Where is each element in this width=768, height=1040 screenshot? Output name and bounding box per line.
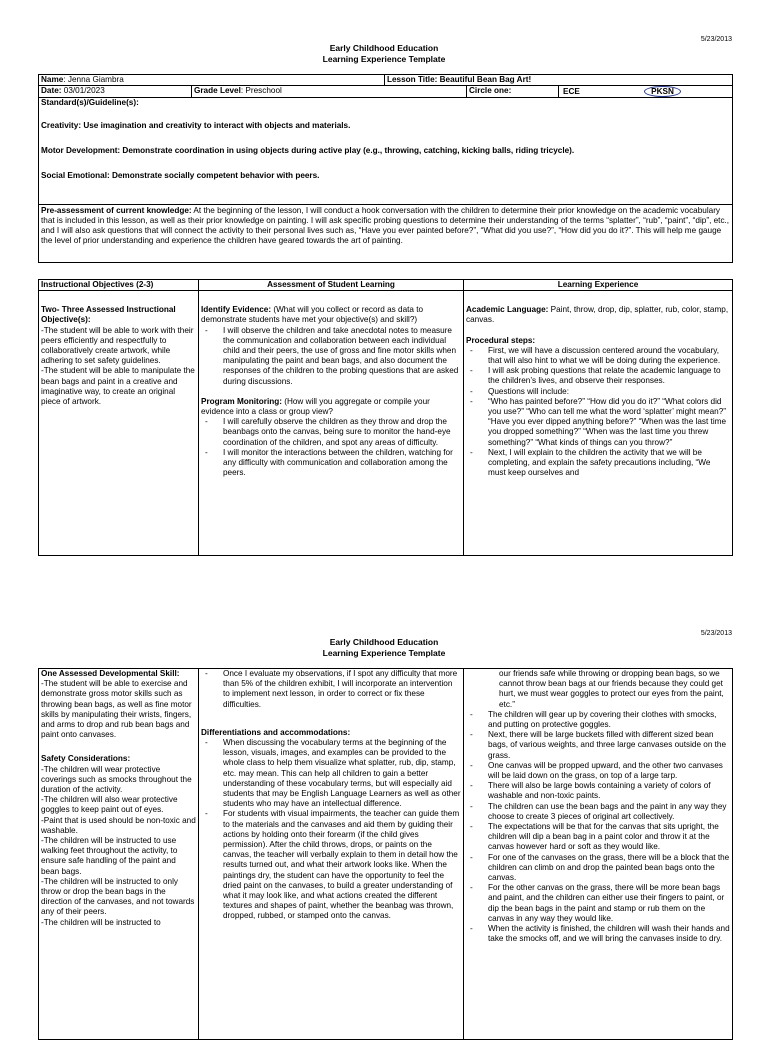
circle-options: ECE PKSN: [559, 86, 733, 98]
circled-pksn: PKSN: [644, 86, 681, 97]
page-2: [0, 620, 768, 1024]
list-item: - For students with visual impairments, the teacher can guide them to the materials and the canvases and aid them by guiding their actions by holding onto their forearm (if the child gives permission). After the child throws, drops, or paints on the canvas, the teacher will verbally explain to them in detail how the results turned out, and what their artwork looks like. When the paintings dry, the student can have the opportunity to feel the dried paint on the canvases, to build a greater understanding of what it may look like, and what actions created the different textures and shapes of paint, whether the beanbag was thrown, dropped, rubbed, or stamped onto the canvas.: [201, 809, 461, 921]
list-item: - I will carefully observe the children as they throw and drop the beanbags onto the canvas, being sure to monitor the hand-eye coordination of the children, and spot any areas of difficulty.: [201, 417, 461, 448]
list-item: - “Who has painted before?” “How did you do it?” “What colors did you use?” “Who can tell me what the word ‘splatter’ might mean?” “Have you ever dipped anything before?” “When was the last time you dropped something?” “When was the last time you threw something?” “What kinds of things can you throw?”: [466, 397, 730, 448]
list-item: - When discussing the vocabulary terms at the beginning of the lesson, visuals, images, and examples can be provided to the whole class to help them visualize what splatter, rub, dip, stamp, etc. may mean. This can help all children to gain a better understanding of these vocabulary terms, but will especially aid students that may be English Language Learners as well as other students who may have an intellectual difference.: [201, 738, 461, 809]
list-item: - The expectations will be that for the canvas that sits upright, the children will dip a bean bag in a paint color and throw it at the canvas however hard or soft as they would like.: [466, 822, 730, 853]
date-cell: Date: 03/01/2023: [39, 86, 192, 98]
list-item: - Next, there will be large buckets filled with different sized bean bags, of various weights, and three large canvases outside on the grass.: [466, 730, 730, 761]
developmental-cell: One Assessed Developmental Skill: -The student will be able to exercise and demonstrate gross motor skills such as throwing bean bags, as well as fine motor skills by manipulating their wrists, fingers, and arms to drop and rub bean bags and paint onto canvases. Safety Considerations: -The children will wear protective coverings such as smocks throughout the duration of the activity. -The children will also wear protective goggles to keep paint out of eyes. -Paint that is used should be non-toxic and washable. -The children will be instructed to use walking feet throughout the activity, to ensure safe handling of the paint and bean bags. -The children will be instructed to only throw or drop the bean bags in the direction of the canvases, and not towards any of their peers. -The children will be instructed to: [39, 669, 199, 1040]
col-experience-header: Learning Experience: [464, 280, 733, 291]
col-objectives-header: Instructional Objectives (2-3): [39, 280, 199, 291]
list-item: - One canvas will be propped upward, and the other two canvases will be laid down on the grass, on top of a large tarp.: [466, 761, 730, 781]
list-item: - I will observe the children and take anecdotal notes to measure the communication and collaboration between each individual child and their peers, the use of gross and fine motor skills when manipulating the paint and bean bags, and also document the responses of the children to the probing questions that are asked during discussions.: [201, 326, 461, 387]
list-item: - Questions will include:: [466, 387, 730, 397]
page-date: 5/23/2013: [700, 630, 732, 637]
list-item: - I will monitor the interactions between the children, watching for any difficulty with communication and collaboration among the peers.: [201, 448, 461, 479]
list-item: - First, we will have a discussion centered around the vocabulary, that will also hint to what we will be doing during the experience.: [466, 346, 730, 366]
list-item: - Next, I will explain to the children the activity that we will be completing, and explain the safety precautions including, “We must keep ourselves and: [466, 448, 730, 479]
lesson-title-cell: Lesson Title: Beautiful Bean Bag Art!: [385, 75, 733, 86]
standard-motor: Motor Development: Demonstrate coordination in using objects during active play (e.g., throwing, catching, kicking balls, riding tricycle).: [41, 146, 575, 155]
standard-social: Social Emotional: Demonstrate socially competent behavior with peers.: [41, 171, 320, 180]
experience-continued-cell: our friends safe while throwing or dropping bean bags, so we cannot throw bean bags at our friends because they could get hurt, we must wear goggles to protect our eyes from the paint, etc.” - The children will gear up by covering their clothes with smocks, and putting on protective goggles. - Next, there will be large buckets filled with different sized bean bags, of various weights, and three large canvases outside on the grass. - One canvas will be propped upward, and the other two canvases will be laid down on the grass, on top of a large tarp. - There will also be large bowls containing a variety of colors of washable and non-toxic paints. - The children can use the bean bags and the paint in any way they choose to create 3 pieces of original art collectively. - The expectations will be that for the canvas that sits upright, the children will dip a bean bag in a paint color and throw it at the canvas however hard or soft as they would like. - For one of the canvases on the grass, there will be a block that the children can climb on and drop the painted bean bags onto the canvas. - For the other canvas on the grass, there will be more bean bags and paint, and the children can either use their fingers to paint, or dip the bean bags in the paint and stamp or rub them on the canvas in any way they would like. - When the activity is finished, the children will wash their hands and take the smocks off, and we will bring the canvases inside to dry.: [464, 669, 733, 1040]
preassessment-cell: Pre-assessment of current knowledge: At the beginning of the lesson, I will conduct a hook conversation with the children to determine their prior knowledge on the academic vocabulary that is included in this lesson, as well as their prior knowledge on painting. I will ask specific probing questions to determine their understanding of the terms “splatter”, “rub”, “paint”, “dip”, etc., and I will also ask questions that will connect the activity to their personal lives such as, “Have you ever painted before?”, “What did you use?”, “How did you do it?”. This will help me gauge the level of prior understanding and experience the children have geared towards the art of painting.: [39, 205, 733, 263]
standard-creativity: Creativity: Use imagination and creativity to interact with objects and materials.: [41, 121, 351, 130]
doc-subtitle: Learning Experience Template: [322, 648, 446, 658]
assessment-continued-cell: - Once I evaluate my observations, if I spot any difficulty that more than 5% of the children exhibit, I will incorporate an intervention to implement next lesson, in order to correct or fix these difficulties. Differentiations and accommodations: - When discussing the vocabulary terms at the beginning of the lesson, visuals, images, and examples can be provided to the whole class to help them visualize what splatter, rub, dip, stamp, etc. may mean. This can help all children to gain a better understanding of these vocabulary terms, but will especially aid students that may be English Language Learners as well as other students who may have an intellectual difference. - For students with visual impairments, the teacher can guide them to the materials and the canvases and aid them by guiding their actions by holding onto their forearm (if the child gives permission). After the child throws, drops, or paints on the canvas, the teacher will verbally explain to them in detail how the results turned out, and what their artwork looks like. When the paintings dry, the student can have the opportunity to feel the dried paint on the canvases, to build a greater understanding of what it may look like, and what actions created the different textures and shapes of paint, whether the beanbag was thrown, dropped, rubbed, or stamped onto the canvas.: [199, 669, 464, 1040]
list-item: - For one of the canvases on the grass, there will be a block that the children can climb on and drop the painted bean bags onto the canvas.: [466, 853, 730, 884]
doc-subtitle: Learning Experience Template: [322, 54, 446, 64]
list-item: - I will ask probing questions that relate the academic language to the children’s lives, and observe their responses.: [466, 366, 730, 386]
page-date: 5/23/2013: [700, 36, 732, 43]
list-item: - For the other canvas on the grass, there will be more bean bags and paint, and the children can either use their fingers to paint, or dip the bean bags in the paint and stamp or rub them on the canvas in any way they would like.: [466, 883, 730, 924]
list-item: - When the activity is finished, the children will wash their hands and take the smocks off, and we will bring the canvases inside to dry.: [466, 924, 730, 944]
objectives-table: [38, 279, 733, 556]
doc-title: Early Childhood Education: [329, 637, 439, 647]
list-item: - The children can use the bean bags and the paint in any way they choose to create 3 pieces of original art collectively.: [466, 802, 730, 822]
assessment-cell: Identify Evidence: (What will you collect or record as data to demonstrate students have met your objective(s) and skill?) - I will observe the children and take anecdotal notes to measure the communication and collaboration between each individual child and their peers, the use of gross and fine motor skills when manipulating the paint and bean bags, and also document the responses of the children to the probing questions that are asked during discussions. Program Monitoring: (How will you aggregate or compile your evidence into a class or group view? - I will carefully observe the children as they throw and drop the beanbags onto the canvas, being sure to monitor the hand-eye coordination of the children, and spot any areas of difficulty. - I will monitor the interactions between the children, watching for any difficulty with communication and collaboration among the peers.: [199, 291, 464, 556]
list-item: - Once I evaluate my observations, if I spot any difficulty that more than 5% of the children exhibit, I will incorporate an intervention to implement next lesson, in order to correct or fix these difficulties.: [201, 669, 461, 710]
list-item: - There will also be large bowls containing a variety of colors of washable and non-toxic paints.: [466, 781, 730, 801]
continuation-table: [38, 668, 733, 1040]
list-item: - The children will gear up by covering their clothes with smocks, and putting on protective goggles.: [466, 710, 730, 730]
name-cell: Name: Jenna Giambra: [39, 75, 385, 86]
experience-cell: Academic Language: Paint, throw, drop, dip, splatter, rub, color, stamp, canvas. Procedural steps: - First, we will have a discussion centered around the vocabulary, that will also hint to what we will be doing during the experience. - I will ask probing questions that relate the academic language to the children’s lives, and observe their responses. - Questions will include: - “Who has painted before?” “How did you do it?” “What colors did you use?” “Who can tell me what the word ‘splatter’ might mean?” “Have you ever dipped anything before?” “When was the last time you dropped something?” “When was the last time you threw something?” “What kinds of things can you throw?” - Next, I will explain to the children the activity that we will be completing, and explain the safety precautions including, “We must keep ourselves and: [464, 291, 733, 556]
standards-cell: Standard(s)/Guideline(s): Creativity: Use imagination and creativity to interact with objects and materials. Motor Development: Demonstrate coordination in using objects during active play (e.g., throwing, catching, kicking balls, riding tricycle). Social Emotional: Demonstrate socially competent behavior with peers.: [39, 98, 733, 205]
objectives-cell: Two- Three Assessed Instructional Objective(s): -The student will be able to work with their peers efficiently and respectfully to collaboratively create artwork, while adhering to set safety guidelines. -The student will be able to manipulate the bean bags and paint in a creative and imaginative way, to create an original piece of artwork.: [39, 291, 199, 556]
grade-level-cell: Grade Level: Preschool: [192, 86, 467, 98]
header-table: [38, 74, 733, 263]
circle-one-label: Circle one:: [467, 86, 559, 98]
col-assessment-header: Assessment of Student Learning: [199, 280, 464, 291]
doc-title: Early Childhood Education: [329, 43, 439, 53]
